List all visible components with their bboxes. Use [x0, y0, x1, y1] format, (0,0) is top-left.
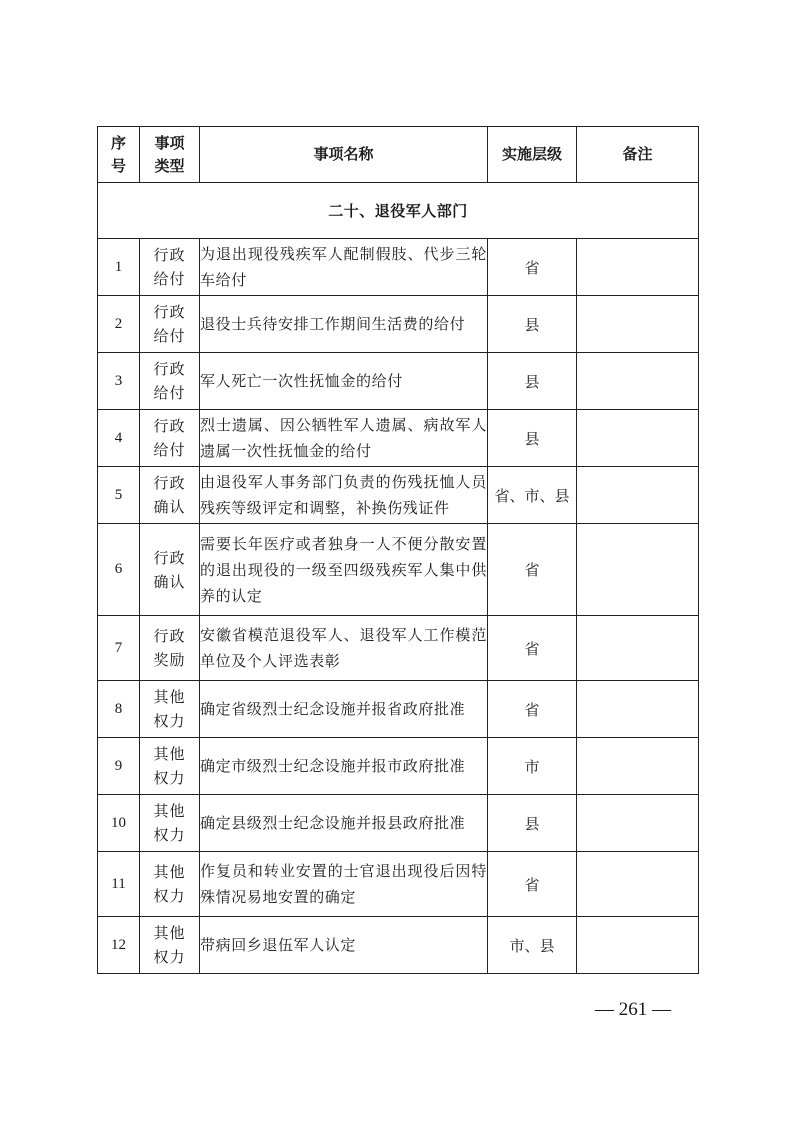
row-number: 6: [98, 524, 140, 616]
row-name: 军人死亡一次性抚恤金的给付: [200, 353, 488, 410]
row-level: 省: [488, 616, 577, 681]
table-row: [98, 917, 699, 974]
row-name: 确定县级烈士纪念设施并报县政府批准: [200, 795, 488, 852]
row-level: 市、县: [488, 917, 577, 974]
row-number: 7: [98, 616, 140, 681]
row-number: 2: [98, 296, 140, 353]
row-level: 省: [488, 239, 577, 296]
table-row: [98, 467, 699, 524]
row-remark: [577, 917, 699, 974]
row-name: 确定省级烈士纪念设施并报省政府批准: [200, 681, 488, 738]
header-name: 事项名称: [200, 127, 488, 183]
table-header-row: [98, 127, 699, 183]
row-remark: [577, 467, 699, 524]
row-name: 安徽省模范退役军人、退役军人工作模范单位及个人评选表彰: [200, 616, 488, 681]
table-row: [98, 296, 699, 353]
table-row: [98, 616, 699, 681]
row-number: 9: [98, 738, 140, 795]
row-type: 其他 权力: [140, 681, 200, 738]
row-level: 省: [488, 681, 577, 738]
table-row: [98, 524, 699, 616]
row-remark: [577, 239, 699, 296]
table-row: [98, 353, 699, 410]
row-level: 县: [488, 353, 577, 410]
power-list-table: [97, 126, 699, 974]
table-row: [98, 795, 699, 852]
row-name: 作复员和转业安置的士官退出现役后因特殊情况易地安置的确定: [200, 852, 488, 917]
row-remark: [577, 738, 699, 795]
row-number: 11: [98, 852, 140, 917]
row-name: 确定市级烈士纪念设施并报市政府批准: [200, 738, 488, 795]
row-type: 行政 确认: [140, 467, 200, 524]
row-type: 其他 权力: [140, 917, 200, 974]
row-remark: [577, 410, 699, 467]
table-row: [98, 410, 699, 467]
row-level: 县: [488, 795, 577, 852]
row-type: 其他 权力: [140, 738, 200, 795]
row-level: 省: [488, 852, 577, 917]
row-level: 县: [488, 410, 577, 467]
table-row: [98, 738, 699, 795]
row-name: 退役士兵待安排工作期间生活费的给付: [200, 296, 488, 353]
header-seq: 序 号: [98, 127, 140, 183]
row-type: 行政 给付: [140, 296, 200, 353]
row-type: 行政 给付: [140, 239, 200, 296]
row-remark: [577, 616, 699, 681]
row-type: 行政 奖励: [140, 616, 200, 681]
row-number: 4: [98, 410, 140, 467]
row-type: 行政 给付: [140, 353, 200, 410]
row-remark: [577, 296, 699, 353]
row-level: 市: [488, 738, 577, 795]
table-row: [98, 852, 699, 917]
header-remark: 备注: [577, 127, 699, 183]
row-number: 12: [98, 917, 140, 974]
row-remark: [577, 852, 699, 917]
row-name: 带病回乡退伍军人认定: [200, 917, 488, 974]
page-number: — 261 —: [595, 999, 671, 1020]
row-level: 省、市、县: [488, 467, 577, 524]
header-level: 实施层级: [488, 127, 577, 183]
row-type: 其他 权力: [140, 852, 200, 917]
row-remark: [577, 681, 699, 738]
row-level: 省: [488, 524, 577, 616]
row-name: 为退出现役残疾军人配制假肢、代步三轮车给付: [200, 239, 488, 296]
row-number: 5: [98, 467, 140, 524]
table-row: [98, 681, 699, 738]
row-level: 县: [488, 296, 577, 353]
row-number: 3: [98, 353, 140, 410]
row-number: 10: [98, 795, 140, 852]
row-name: 烈士遗属、因公牺牲军人遗属、病故军人遗属一次性抚恤金的给付: [200, 410, 488, 467]
row-remark: [577, 795, 699, 852]
row-remark: [577, 353, 699, 410]
row-type: 其他 权力: [140, 795, 200, 852]
table-row: [98, 239, 699, 296]
row-number: 8: [98, 681, 140, 738]
row-number: 1: [98, 239, 140, 296]
row-name: 由退役军人事务部门负责的伤残抚恤人员残疾等级评定和调整，补换伤残证件: [200, 467, 488, 524]
row-type: 行政 确认: [140, 524, 200, 616]
row-name: 需要长年医疗或者独身一人不便分散安置的退出现役的一级至四级残疾军人集中供养的认定: [200, 524, 488, 616]
header-type: 事项 类型: [140, 127, 200, 183]
section-title: 二十、退役军人部门: [98, 183, 699, 239]
row-remark: [577, 524, 699, 616]
row-type: 行政 给付: [140, 410, 200, 467]
section-row: [98, 183, 699, 239]
